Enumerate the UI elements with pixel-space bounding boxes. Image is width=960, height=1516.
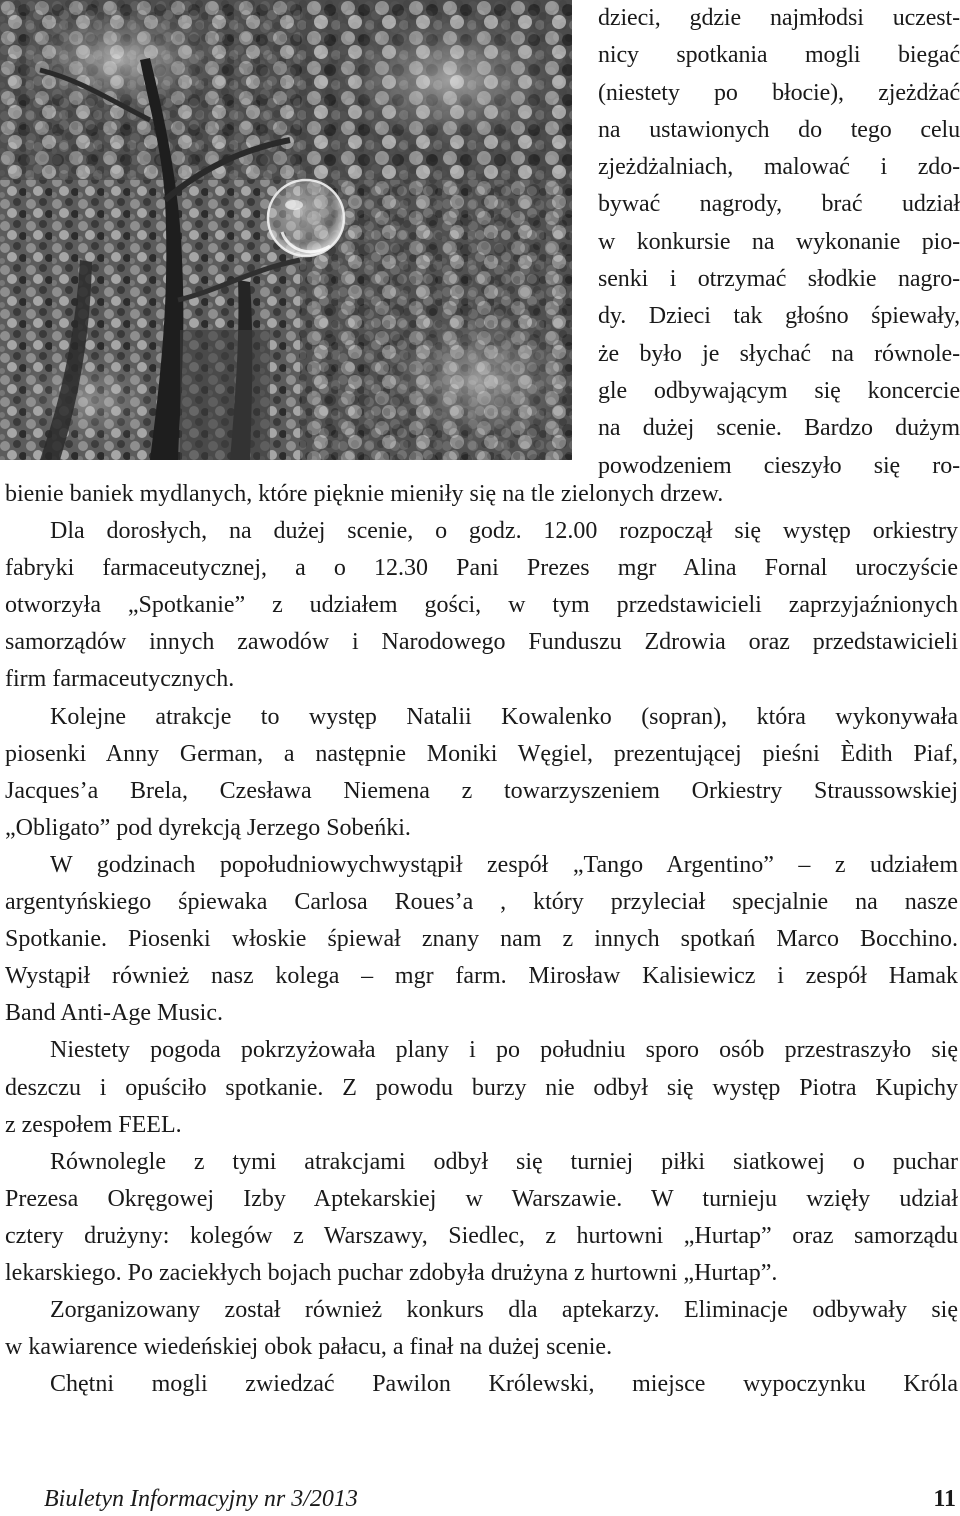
- article-photo: [0, 0, 572, 460]
- main-text-body: [5, 476, 958, 1403]
- body-text-line: cztery drużyny: kolegów z Warszawy, Siedlec, z hurtowni „Hurtap” oraz samorządu: [5, 1222, 958, 1249]
- side-text-line: nicy spotkania mogli biegać: [598, 42, 960, 69]
- body-text-line: Chętni mogli zwiedzać Pawilon Królewski, miejsce wypoczynku Króla: [50, 1371, 958, 1398]
- body-text-line: piosenki Anny German, a następnie Moniki Węgiel, prezentującej pieśni Èdith Piaf,: [5, 740, 958, 767]
- side-text-line: że było je słychać na równole-: [598, 340, 960, 367]
- body-text-line: bienie baniek mydlanych, które pięknie mieniły się na tle zielonych drzew.: [5, 481, 724, 507]
- page-number: 11: [933, 1486, 956, 1512]
- body-text-line: firm farmaceutycznych.: [5, 666, 235, 693]
- body-text-line: Równolegle z tymi atrakcjami odbył się turniej piłki siatkowej o puchar: [50, 1148, 958, 1175]
- body-text-line: Zorganizowany został również konkurs dla aptekarzy. Eliminacje odbywały się: [50, 1297, 958, 1324]
- side-text-line: bywać nagrody, brać udział: [598, 191, 960, 218]
- side-text-column: [598, 0, 960, 485]
- side-text-line: senki i otrzymać słodkie nagro-: [598, 266, 960, 293]
- body-text-line: Niestety pogoda pokrzyżowała plany i po południu sporo osób przestraszyło się: [50, 1037, 958, 1064]
- body-text-line: W godzinach popołudniowychwystąpił zespół „Tango Argentino” – z udziałem: [50, 851, 958, 878]
- body-text-line: samorządów innych zawodów i Narodowego Funduszu Zdrowia oraz przedstawicieli: [5, 629, 958, 656]
- body-text-line: Band Anti-Age Music.: [5, 1000, 223, 1027]
- body-text-line: otworzyła „Spotkanie” z udziałem gości, w tym przedstawicieli zaprzyjaźnionych: [5, 592, 958, 619]
- side-text-line: na dużej scenie. Bardzo dużym: [598, 415, 960, 442]
- side-text-line: (niestety po błocie), zjeżdżać: [598, 79, 960, 106]
- side-text-line: powodzeniem cieszyło się ro-: [598, 452, 960, 479]
- body-text-line: Prezesa Okręgowej Izby Aptekarskiej w Warszawie. W turnieju wzięły udział: [5, 1185, 958, 1212]
- body-text-line: „Obligato” pod dyrekcją Jerzego Sobeńki.: [5, 814, 411, 841]
- footer-publication-title: Biuletyn Informacyjny nr 3/2013: [44, 1486, 358, 1512]
- body-text-line: argentyńskiego śpiewaka Carlosa Roues’a , który przyleciał specjalnie na nasze: [5, 889, 958, 916]
- side-text-line: dzieci, gdzie najmłodsi uczest-: [598, 5, 960, 31]
- side-text-line: zjeżdżalniach, malować i zdo-: [598, 154, 960, 181]
- body-text-line: Spotkanie. Piosenki włoskie śpiewał znany nam z innych spotkań Marco Bocchino.: [5, 926, 958, 953]
- side-text-line: gle odbywającym się koncercie: [598, 377, 960, 404]
- body-text-line: deszczu i opuściło spotkanie. Z powodu burzy nie odbył się występ Piotra Kupichy: [5, 1074, 958, 1101]
- body-text-line: fabryki farmaceutycznej, a o 12.30 Pani Prezes mgr Alina Fornal uroczyście: [5, 555, 958, 582]
- body-text-line: z zespołem FEEL.: [5, 1111, 182, 1138]
- body-text-line: Kolejne atrakcje to występ Natalii Kowalenko (sopran), która wykonywała: [50, 703, 958, 730]
- body-text-line: Dla dorosłych, na dużej scenie, o godz. 12.00 rozpoczął się występ orkiestry: [50, 518, 958, 545]
- soap-bubble-photo-icon: [0, 0, 572, 460]
- body-text-line: Wystąpił również nasz kolega – mgr farm. Mirosław Kalisiewicz i zespół Hamak: [5, 963, 958, 990]
- body-text-line: lekarskiego. Po zaciekłych bojach puchar zdobyła drużyna z hurtowni „Hurtap”.: [5, 1259, 778, 1286]
- body-text-line: Jacques’a Brela, Czesława Niemena z towarzyszeniem Orkiestry Straussowskiej: [5, 777, 958, 804]
- body-text-line: w kawiarence wiedeńskiej obok pałacu, a finał na dużej scenie.: [5, 1334, 613, 1361]
- side-text-line: na ustawionych do tego celu: [598, 116, 960, 143]
- side-text-line: dy. Dzieci tak głośno śpiewały,: [598, 303, 960, 330]
- side-text-line: w konkursie na wykonanie pio-: [598, 228, 960, 255]
